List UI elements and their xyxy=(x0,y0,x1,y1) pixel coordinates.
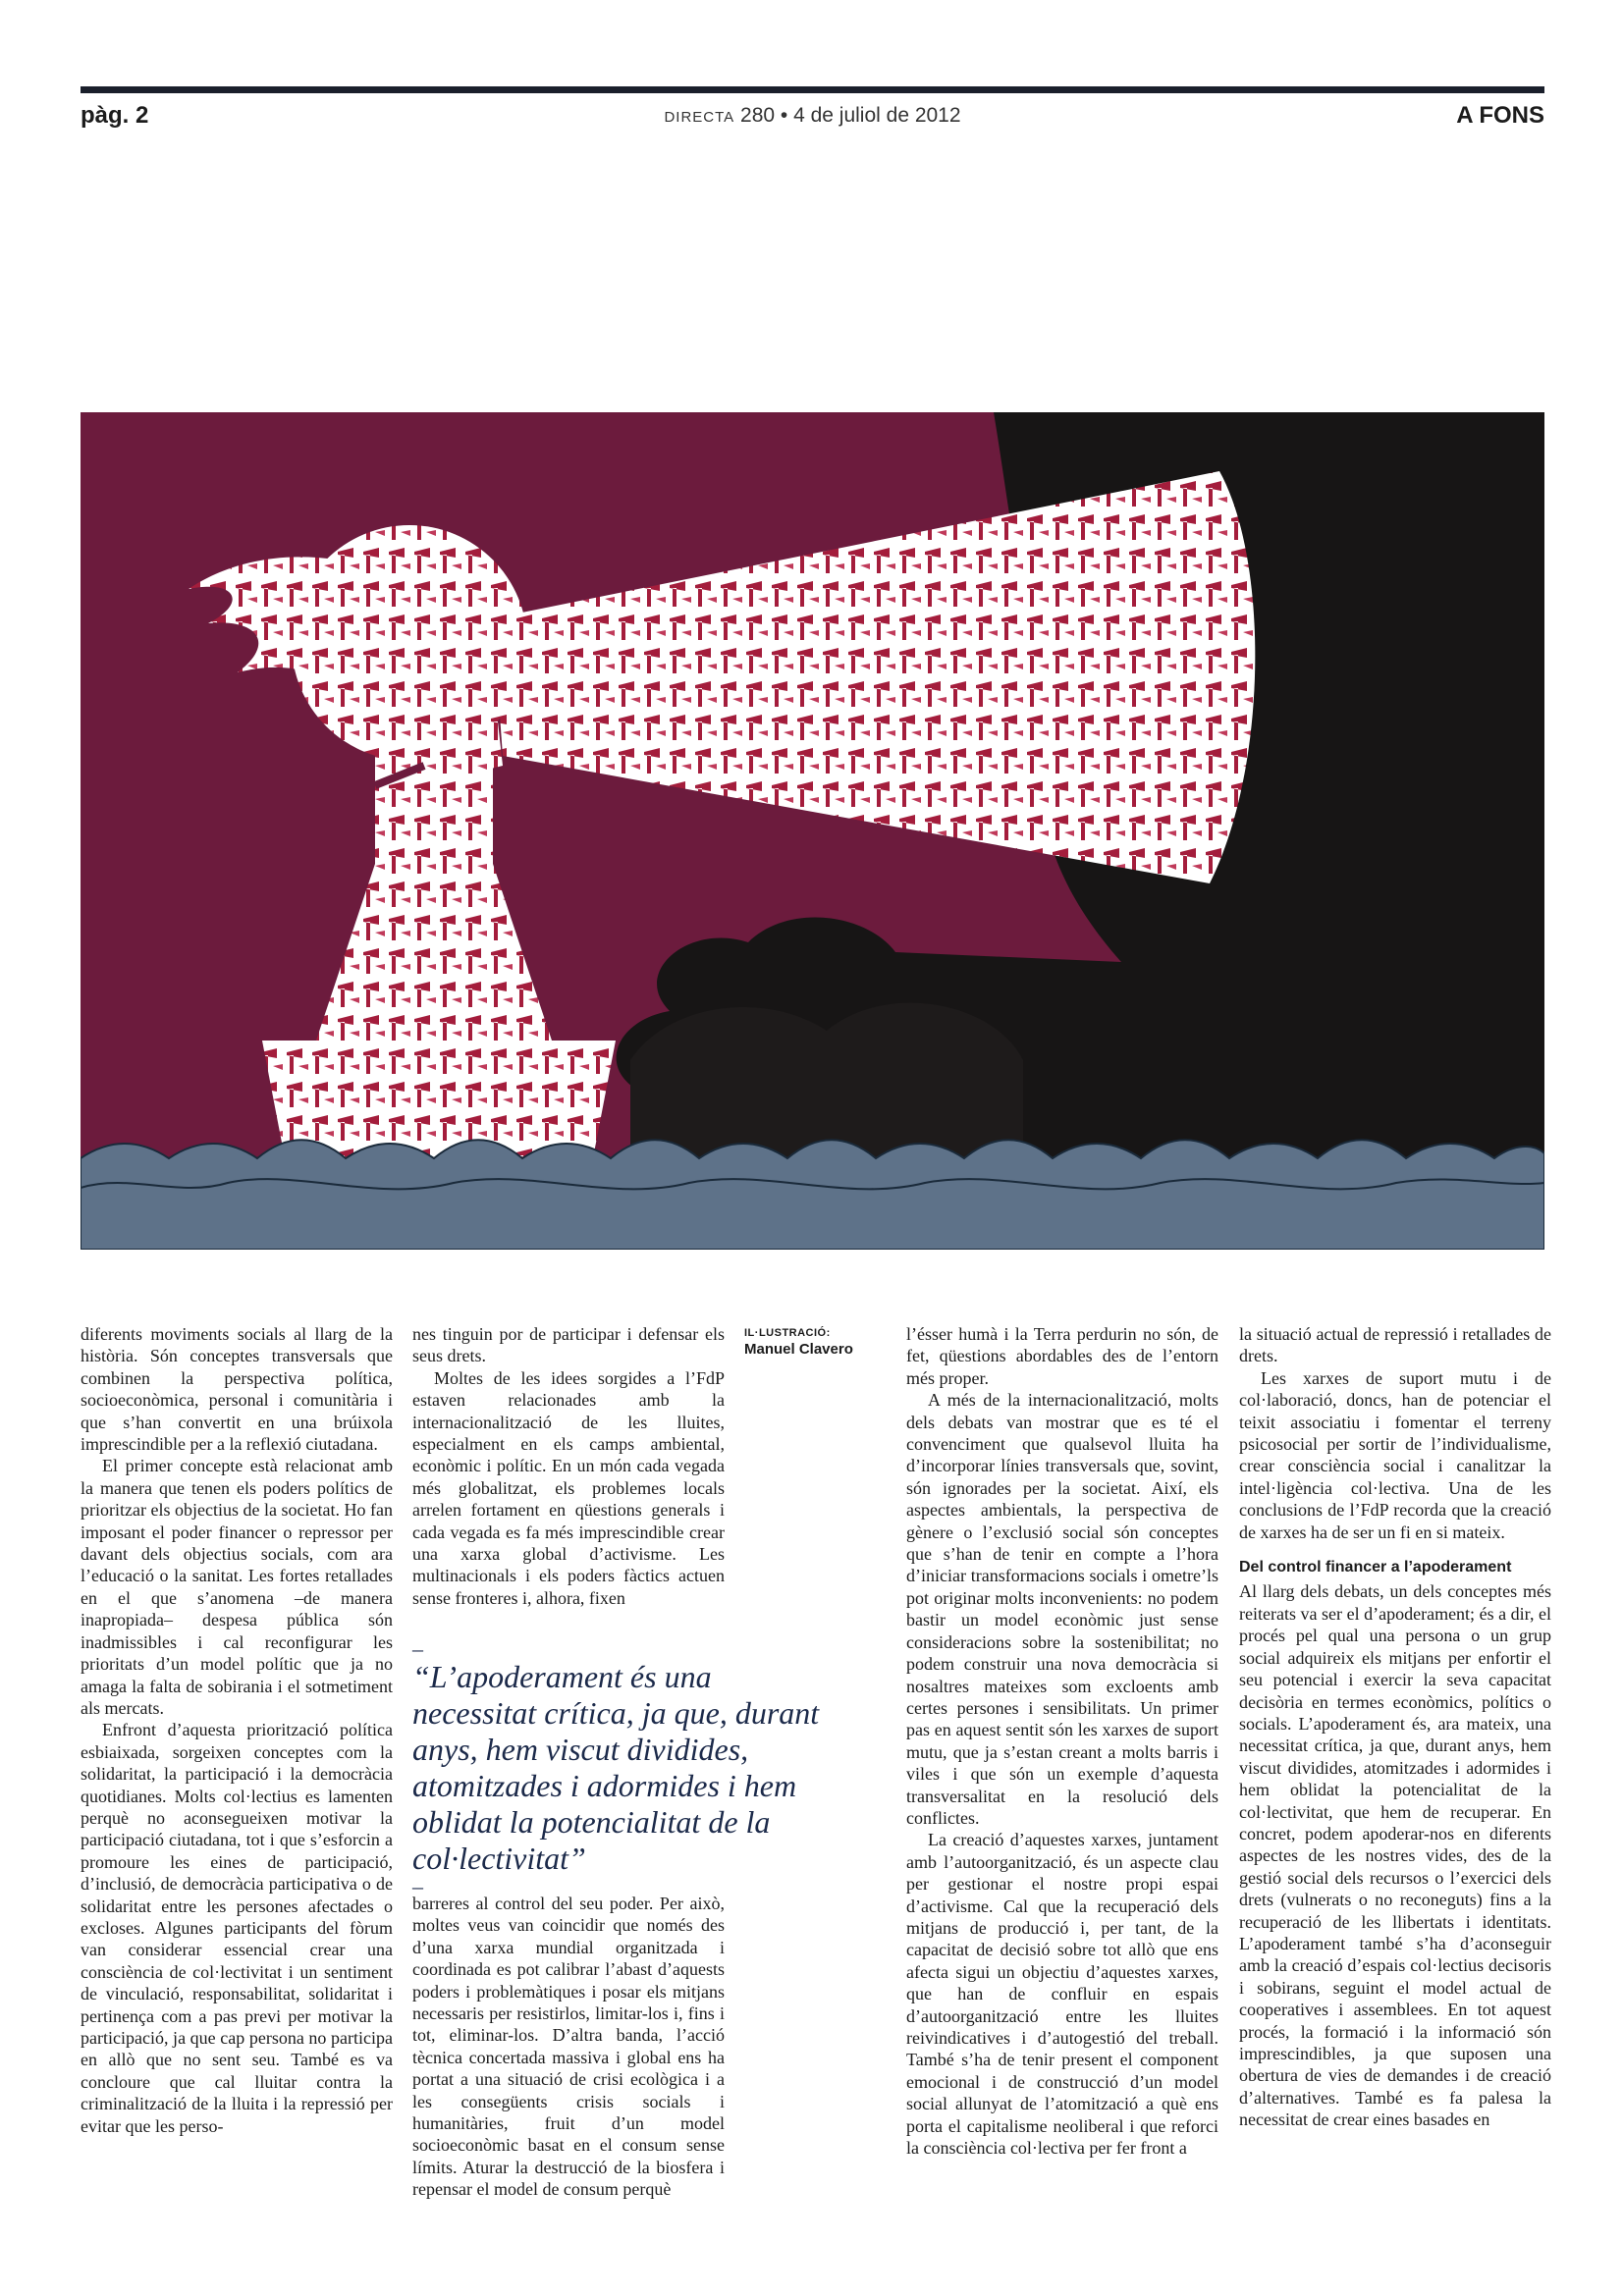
column-1 xyxy=(81,1323,393,2137)
issue-info xyxy=(81,104,1544,128)
paragraph: Enfront d’aquesta priorització política esbiaixada, sorgeixen conceptes com la solidaritat, la participació i la democràcia quotidianes. Molts col·lectius es lamenten perquè no aconsegueixen motivar la participació ciutadana, tot i que s’esforcin a promoure les eines de participació, d’inclusió, de democràcia participativa o de solidaritat entre les persones afectades o excloses. Algunes participants del fòrum van considerar essencial crear una consciència de col·lectivitat i un sentiment de vinculació, responsabilitat, solidaritat i pertinença com a pas previ per motivar la participació, ja que cap persona no participa en allò que no sent seu. També es va concloure que cal lluitar contra la criminalització de la lluita i la repressió per evitar que les perso- xyxy=(81,1720,393,2136)
paragraph: A més de la internacionalització, molts dels debats van mostrar que es té el convenciment que qualsevol lluita ha d’incorporar línies transversals que, sovint, són ignorades per la societat. Així, els aspectes ambientals, la perspectiva de gènere o l’exclusió social són conceptes que s’han de tenir en compte a l’hora d’iniciar transformacions socials i ometre’ls pot originar molts inconvenients: no podem bastir un model econòmic just sense consideracions sobre la sostenibilitat; no podem construir una nova democràcia si nosaltres mateixes som excloents amb certes persones i sensibilitats. Un primer pas en aquest sentit són les xarxes de suport mutu, que ja s’estan creant a molts barris i viles i que són un exemple d’aquesta transversalitat en la resolució dels conflictes. xyxy=(906,1390,1218,1828)
pull-quote-dash-bottom: – xyxy=(412,1874,423,1898)
paragraph: diferents moviments socials al llarg de la història. Són conceptes transversals que combinen la perspectiva política, socioeconòmica, personal i comunitària i que s’han convertit en una brúixola imprescindible per a la reflexió ciutadana. xyxy=(81,1324,393,1455)
paragraph: Al llarg dels debats, un dels conceptes més reiterats va ser el d’apoderament; és a dir, el procés pel qual una persona o un grup social adquireix els mitjans per enfortir el seu potencial i exercir la seva capacitat decisòria en termes econòmics, polítics o socials. L’apoderament és, ara mateix, una necessitat crítica, ja que, durant anys, hem viscut dividides, atomitzades i adormides i hem oblidat la potencialitat de la col·lectivitat, que hem de recuperar. En concret, podem apoderar-nos en diferents aspectes de les nostres vides, des de la gestió social dels recursos o l’exercici dels drets (vulnerats o no reconeguts) fins a la recuperació de les llibertats i identitats. L’apoderament també s’ha d’aconseguir amb la creació d’espais col·lectius decisoris i sobirans, seguint el model actual de cooperatives i assemblees. En tot aquest procés, la formació i la informació són imprescindibles, ja que suposen una obertura de vies de demandes i de creació d’alternatives. També es fa palesa la necessitat de crear eines basades en xyxy=(1239,1581,1551,2130)
page-header xyxy=(81,102,1544,137)
paragraph: barreres al control del seu poder. Per això, moltes veus van coincidir que només des d’una xarxa mundial organitzada i coordinada es pot calibrar l’abast d’aquests poders i problemàtiques i posar els mitjans necessaris per resistirlos, limitar-los i, fins i tot, eliminar-los. D’altra banda, l’acció tècnica concertada massiva i global ens ha portat a una situació de crisi ecològica i a les consegüents crisis socials i humanitàries, fruit d’un model socioeconòmic basat en el consum sense límits. Aturar la destrucció de la biosfera i repensar el model de consum perquè xyxy=(412,1894,725,2200)
column-2 xyxy=(412,1323,725,1609)
illustration-credit xyxy=(744,1327,892,1358)
page-number: pàg. 2 xyxy=(81,102,149,129)
top-rule xyxy=(81,86,1544,93)
paragraph: Moltes de les idees sorgides a l’FdP estaven relacionades amb la internacionalització de les lluites, especialment en els camps ambiental, econòmic i polític. En un món cada vegada més globalitzat, els problemes locals arrelen fortament en qüestions generals i cada vegada es fa més imprescindible crear una xarxa global d’activisme. Les multinacionals i els poders fàctics actuen sense fronteres i, alhora, fixen xyxy=(412,1367,725,1608)
paragraph: la situació actual de repressió i retallades de drets. xyxy=(1239,1324,1551,1366)
paragraph: l’ésser humà i la Terra perdurin no són, de fet, qüestions abordables des de l’entorn més proper. xyxy=(906,1324,1218,1388)
section-name: A FONS xyxy=(1456,102,1544,129)
issue-date: 280 • 4 de juliol de 2012 xyxy=(740,104,961,127)
subheading: Del control financer a l’apoderament xyxy=(1239,1559,1512,1576)
illustration-image xyxy=(81,412,1544,1250)
credit-label: IL·LUSTRACIÓ: xyxy=(744,1327,831,1339)
paragraph: nes tinguin por de participar i defensar els seus drets. xyxy=(412,1324,725,1366)
credit-author: Manuel Clavero xyxy=(744,1341,853,1358)
pull-quote-dash-top: – xyxy=(412,1636,423,1661)
paragraph: El primer concepte està relacionat amb la manera que tenen els poders polítics de prioritzar els objectius de la societat. Ho fan imposant el poder financer o repressor per davant dels objectius socials, com ara l’educació o la sanitat. Les fortes retallades en el que s’anomena –de manera inapropiada– despesa pública són inadmissibles i cal reconfigurar les prioritats d’un model polític que ja no amaga la falta de sobirania i el sotmetiment als mercats. xyxy=(81,1456,393,1718)
column-4 xyxy=(1239,1323,1551,2131)
paragraph: Les xarxes de suport mutu i de col·laboració, doncs, han de potenciar el teixit associatiu i fomentar el terreny psicosocial per sortir de l’individualisme, crear consciència social i canalitzar la intel·ligència col·lectiva. Una de les conclusions de l’FdP recorda que la creació de xarxes ha de ser un fi en si mateix. xyxy=(1239,1367,1551,1542)
paragraph: La creació d’aquestes xarxes, juntament amb l’autoorganització, és un aspecte clau per gestionar el nostre propi espai d’activisme. Cal que la recuperació dels mitjans de producció i, per tant, de la capacitat de decisió sobre tot allò que ens afecta sigui un objectiu d’aquestes xarxes, que han de confluir en espais d’autoorganització entre les lluites reivindicatives i d’autogestió del treball. També s’ha de tenir present el component emocional i de construcció d’un model social allunyat de l’atomització a què ens porta el capitalisme neoliberal i que reforci la consciència col·lectiva per fer front a xyxy=(906,1830,1218,2159)
column-3 xyxy=(906,1323,1218,2159)
pull-quote-text: “L’apoderament és una necessitat crítica, ja que, durant anys, hem viscut dividides, atomitzades i adormides i hem oblidat la potencialitat de la col·lectivitat” xyxy=(412,1659,820,1876)
pull-quote xyxy=(412,1636,825,1898)
publication-name: DIRECTA xyxy=(664,109,735,126)
illustration xyxy=(81,412,1544,1250)
column-2-continued xyxy=(412,1893,725,2201)
